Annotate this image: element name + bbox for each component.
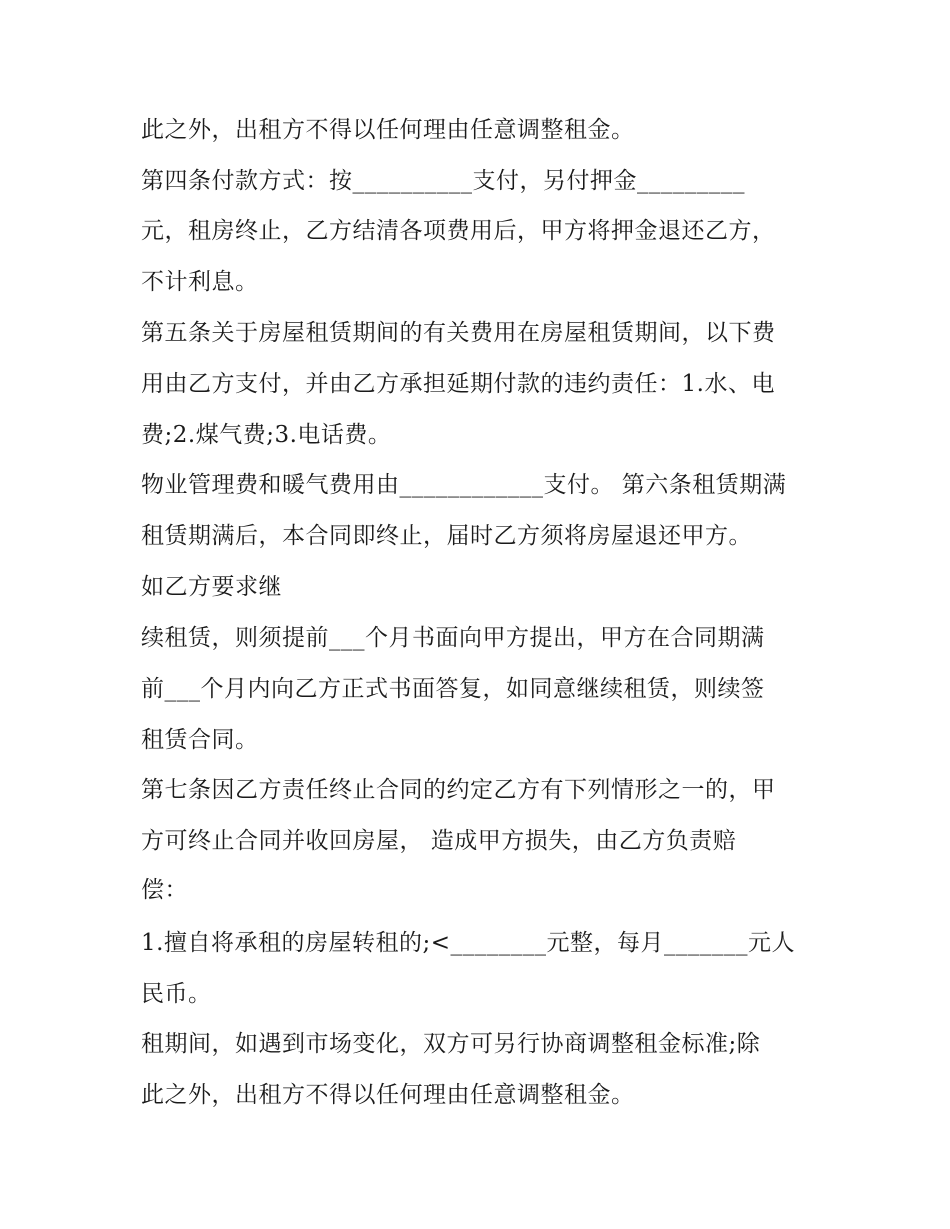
- text-line: 租赁合同。: [141, 727, 259, 753]
- text-line: 民币。: [141, 981, 212, 1007]
- text-line: 第七条因乙方责任终止合同的约定乙方有下列情形之一的，甲: [141, 777, 776, 803]
- text-line: 方可终止合同并收回房屋， 造成甲方损失，由乙方负责赔: [141, 828, 737, 854]
- text-line: 不计利息。: [141, 269, 259, 295]
- text-line: 此之外，出租方不得以任何理由任意调整租金。: [141, 1082, 635, 1108]
- text-line: 租赁期满后，本合同即终止，届时乙方须将房屋退还甲方。: [141, 523, 752, 549]
- text-line: 续租赁，则须提前___个月书面向甲方提出，甲方在合同期满: [141, 625, 765, 651]
- text-line: 第五条关于房屋租赁期间的有关费用在房屋租赁期间，以下费: [141, 320, 776, 346]
- text-line: 元，租房终止，乙方结清各项费用后，甲方将押金退还乙方，: [141, 218, 776, 244]
- text-line: 偿：: [141, 877, 188, 903]
- text-line: 第四条付款方式：按__________支付，另付押金_________: [141, 168, 745, 194]
- text-line: 如乙方要求继: [141, 574, 282, 600]
- text-line: 物业管理费和暖气费用由____________支付。 第六条租赁期满: [141, 472, 787, 498]
- text-line: 租期间，如遇到市场变化，双方可另行协商调整租金标准;除: [141, 1031, 761, 1057]
- text-line: 此之外，出租方不得以任何理由任意调整租金。: [141, 117, 635, 143]
- text-line: 用由乙方支付，并由乙方承担延期付款的违约责任：1.水、电: [141, 371, 775, 397]
- text-line: 1.擅自将承租的房屋转租的;<________元整，每月_______元人: [141, 930, 795, 956]
- text-line: 前___个月内向乙方正式书面答复，如同意继续租赁，则续签: [141, 676, 765, 702]
- text-line: 费;2.煤气费;3.电话费。: [141, 422, 392, 448]
